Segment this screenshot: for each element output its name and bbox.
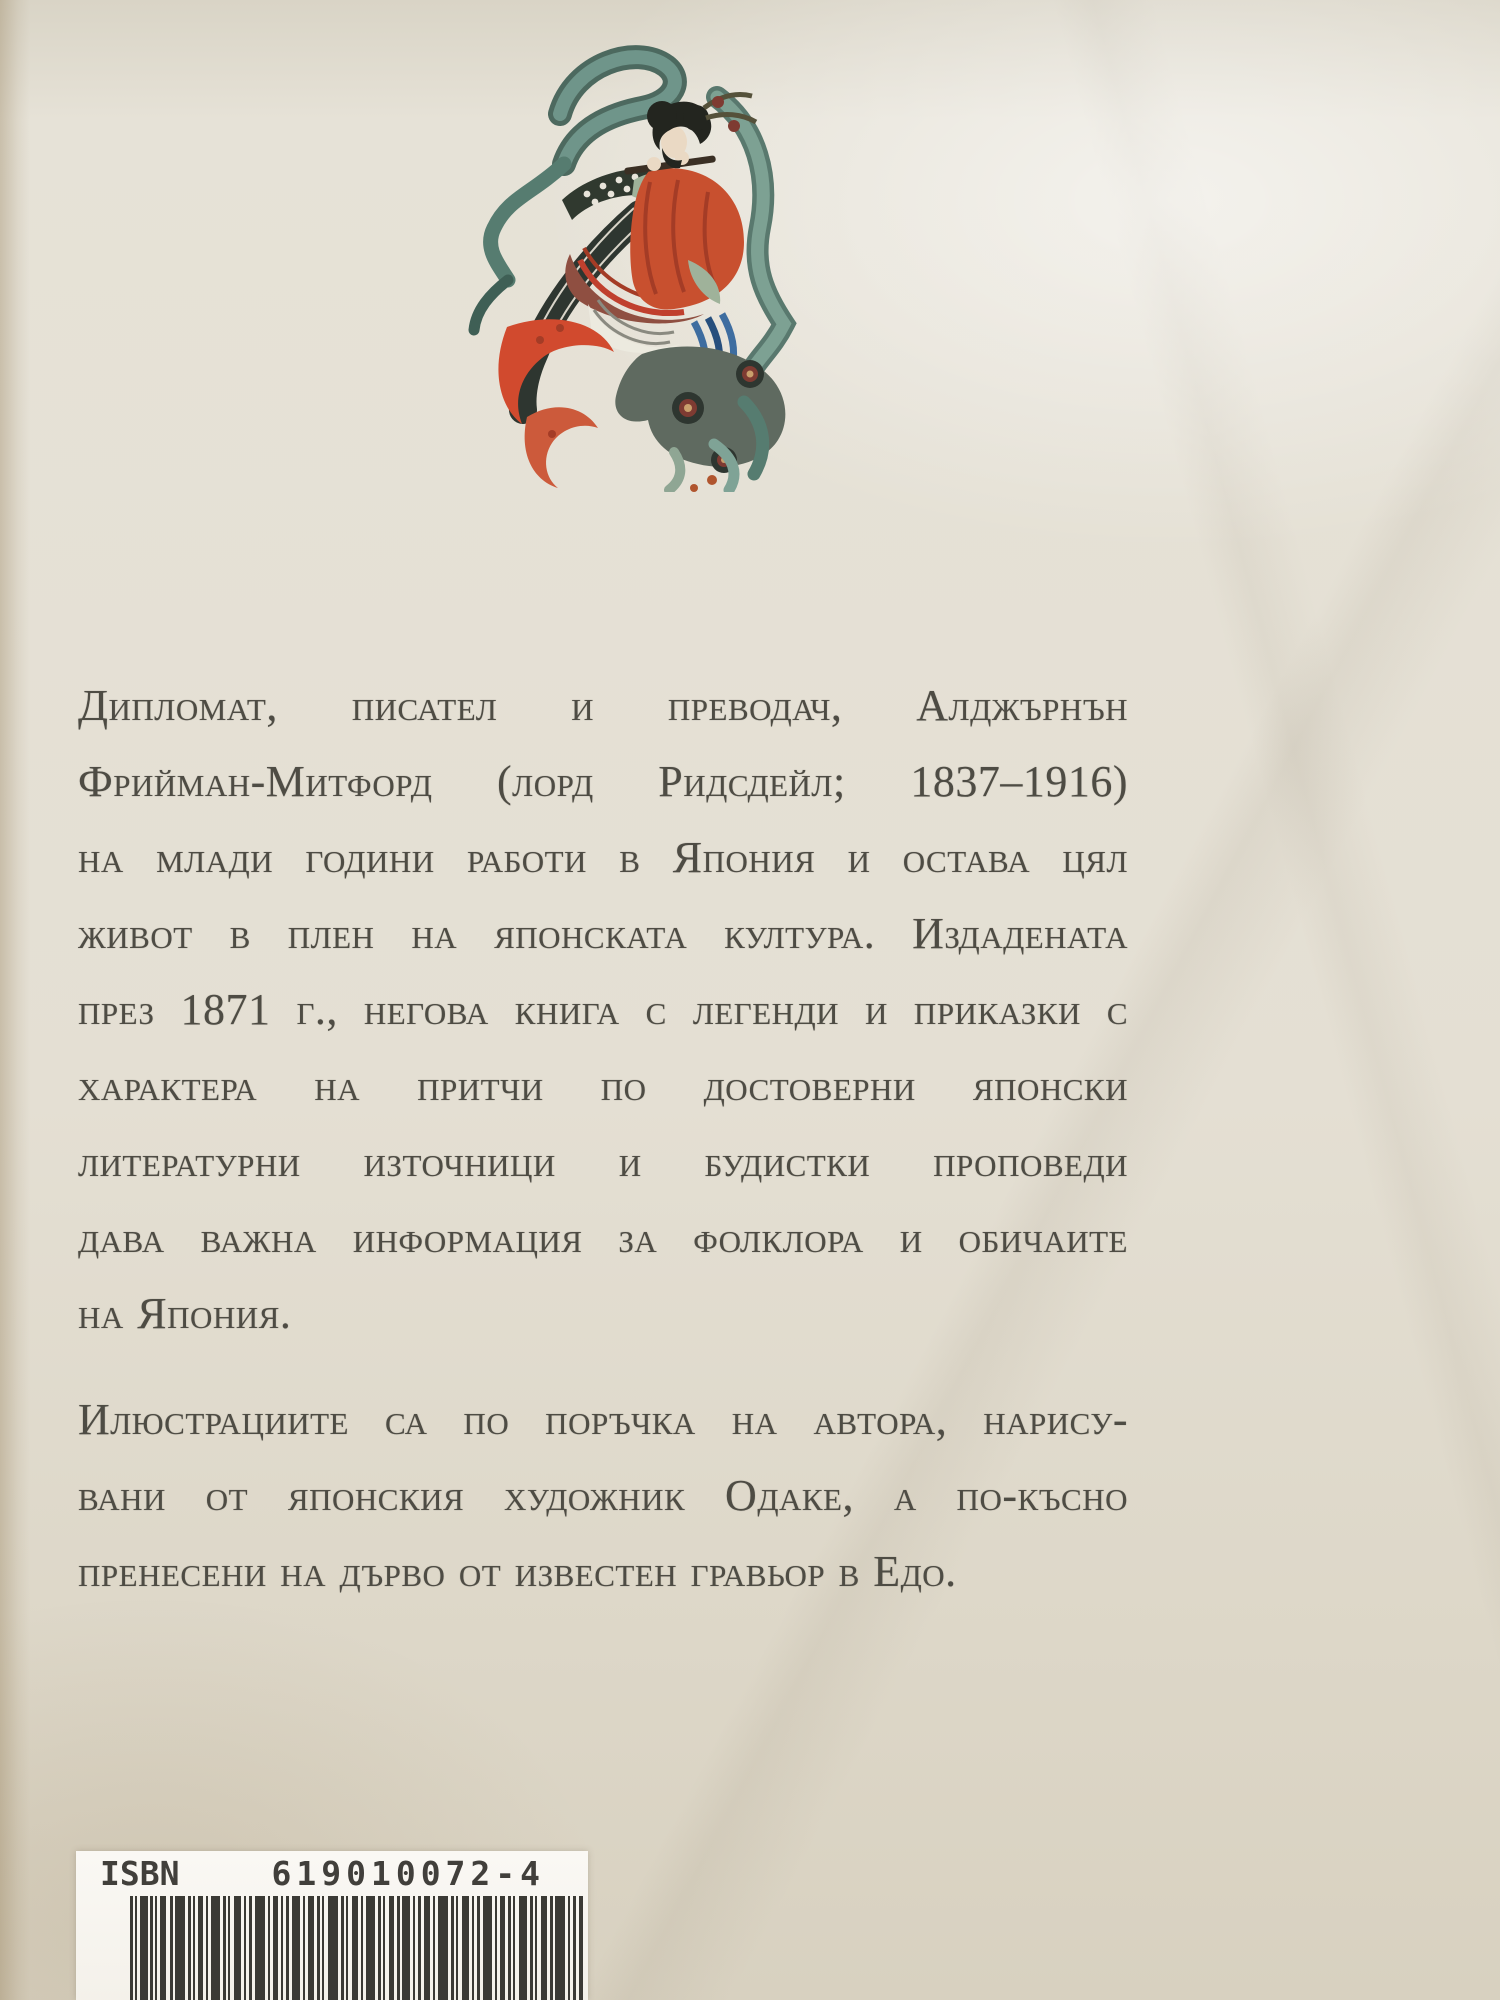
text-line: Илюстрациите са по поръчка на автора, нарису-	[78, 1395, 1128, 1444]
tennin-flutist-phoenix-illustration-icon	[412, 22, 797, 492]
text-line: живот в плен на японската култура. Издадената	[78, 909, 1128, 958]
text-line: вани от японския художник Одаке, а по-късно	[78, 1471, 1128, 1520]
isbn-prefix: ISBN	[100, 1854, 180, 1893]
text-line: на млади години работи в Япония и остава цял	[78, 833, 1128, 882]
isbn-number: 619010072-4	[271, 1854, 546, 1893]
text-line: Фрийман-Митфорд (лорд Ридсдейл; 1837–1916)	[78, 757, 1128, 806]
text-line: през 1871 г., негова книга с легенди и приказки с	[78, 985, 1128, 1034]
text-line: литературни източници и будистки проповеди	[78, 1137, 1128, 1186]
text-line: пренесени на дърво от известен гравьор в Едо.	[78, 1547, 957, 1596]
bio-paragraph	[78, 668, 1128, 1352]
illustration-credit-paragraph	[78, 1382, 1128, 1610]
text-line: Дипломат, писател и преводач, Алджърнън	[78, 681, 1128, 730]
isbn-barcode-label	[76, 1851, 588, 2000]
text-line: дава важна информация за фолклора и обичаите	[78, 1213, 1128, 1262]
paper-shading	[0, 0, 30, 2000]
text-line: на Япония.	[78, 1289, 292, 1338]
barcode-icon	[130, 1896, 583, 2000]
isbn-text	[100, 1855, 545, 1893]
text-line: характера на притчи по достоверни японски	[78, 1061, 1128, 1110]
